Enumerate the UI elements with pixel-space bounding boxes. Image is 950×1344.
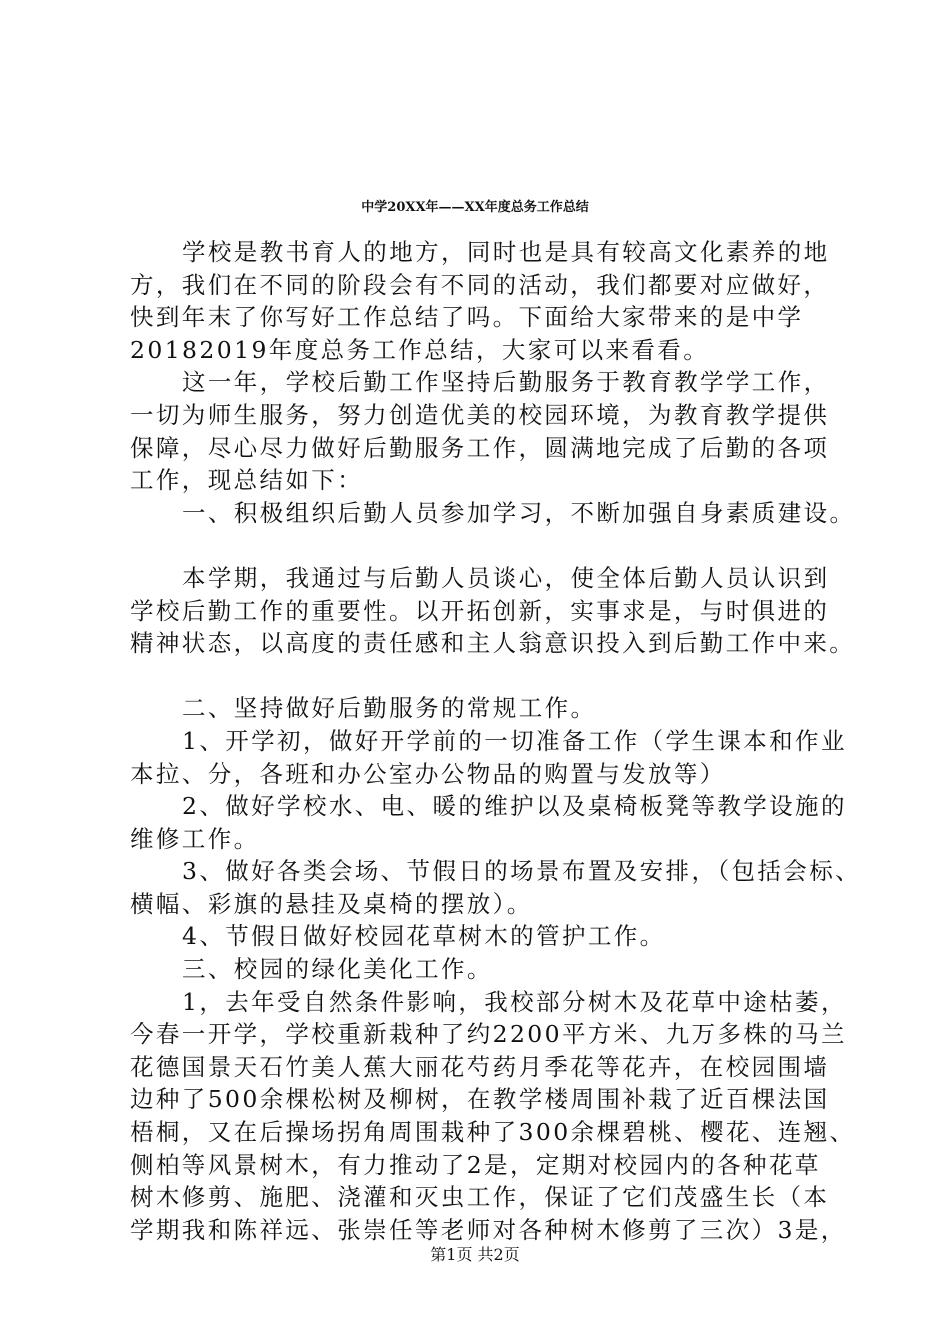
paragraph-line: 梧桐，又在后操场拐角周围栽种了300余棵碧桃、樱花、连翘、 xyxy=(130,1118,856,1147)
paragraph-line: 学校是教书育人的地方，同时也是具有较高文化素养的地 xyxy=(182,238,830,266)
paragraph-line: 工作，现总结如下： xyxy=(130,466,364,495)
paragraph-line: 20182019年度总务工作总结，大家可以来看看。 xyxy=(130,335,710,364)
paragraph-line: 这一年，学校后勤工作坚持后勤服务于教育教学学工作， xyxy=(182,368,830,397)
blank-line xyxy=(130,660,870,693)
paragraph-line: 花德国景天石竹美人蕉大丽花芍药月季花等花卉，在校园围墙 xyxy=(130,1052,830,1081)
page-indicator: 第1页 共2页 xyxy=(430,1245,520,1264)
paragraph-line: 树木修剪、施肥、浇灌和灭虫工作，保证了它们茂盛生长（本 xyxy=(130,1183,830,1212)
paragraph-line: 保障，尽心尽力做好后勤服务工作，圆满地完成了后勤的各项 xyxy=(130,433,830,462)
paragraph-line: 本拉、分，各班和办公室办公物品的购置与发放等） xyxy=(130,759,726,788)
paragraph-line: 学期我和陈祥远、张崇任等老师对各种树木修剪了三次）3是， xyxy=(130,1215,847,1244)
paragraph-line: 学校后勤工作的重要性。以开拓创新，实事求是，与时俱进的 xyxy=(130,596,830,625)
document-title: 中学20XX年——XX年度总务工作总结 xyxy=(361,200,589,215)
paragraph-line: 二、坚持做好后勤服务的常规工作。 xyxy=(182,694,597,723)
paragraph-line: 1，去年受自然条件影响，我校部分树木及花草中途枯萎， xyxy=(182,987,847,1016)
blank-line xyxy=(130,529,870,562)
paragraph-line: 2、做好学校水、电、暖的维护以及桌椅板凳等教学设施的 xyxy=(182,792,847,821)
paragraph-line: 侧柏等风景树木，有力推动了2是，定期对校园内的各种花草 xyxy=(130,1150,821,1179)
paragraph-line: 边种了500余棵松树及柳树，在教学楼周围补栽了近百棵法国 xyxy=(130,1085,830,1114)
document-body xyxy=(130,236,870,1246)
paragraph-line: 4、节假日做好校园花草树木的管护工作。 xyxy=(182,922,666,951)
paragraph-line: 快到年末了你写好工作总结了吗。下面给大家带来的是中学 xyxy=(130,303,804,332)
paragraph-line: 1、开学初，做好开学前的一切准备工作（学生课本和作业 xyxy=(182,726,847,755)
paragraph-line: 今春一开学，学校重新栽种了约2200平方米、九万多株的马兰 xyxy=(130,1020,847,1049)
paragraph-line: 横幅、彩旗的悬挂及桌椅的摆放）。 xyxy=(130,889,533,918)
paragraph-line: 方，我们在不同的阶段会有不同的活动，我们都要对应做好， xyxy=(130,270,830,299)
paragraph-line: 精神状态，以高度的责任感和主人翁意识投入到后勤工作中来。 xyxy=(130,629,856,658)
paragraph-line: 维修工作。 xyxy=(130,824,260,853)
paragraph-line: 3、做好各类会场、节假日的场景布置及安排，（包括会标、 xyxy=(182,857,862,886)
paragraph-line: 一切为师生服务，努力创造优美的校园环境，为教育教学提供 xyxy=(130,400,830,429)
paragraph-line: 本学期，我通过与后勤人员谈心，使全体后勤人员认识到 xyxy=(182,563,830,592)
paragraph-line: 一、积极组织后勤人员参加学习，不断加强自身素质建设。 xyxy=(182,498,856,527)
paragraph-line: 三、校园的绿化美化工作。 xyxy=(182,955,493,984)
